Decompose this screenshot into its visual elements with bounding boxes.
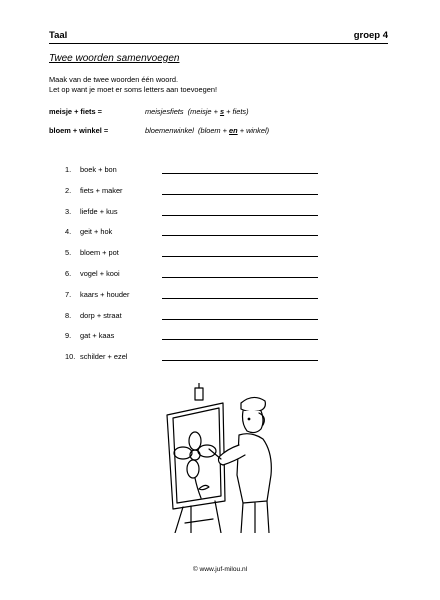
worksheet-title: Twee woorden samenvoegen [49,53,180,64]
exercise-words: gat + kaas [80,331,115,341]
header-divider [49,43,388,44]
exercise-number: 6. [65,269,72,278]
exercise-row [65,308,318,320]
example-pair: bloem + winkel = [49,126,109,135]
exercise-number: 7. [65,289,72,299]
example-compound: meisjesfiets [145,107,184,116]
exercise-words: liefde + kus [80,206,118,216]
exercise-words: vogel + kooi [80,269,120,278]
example-answer [145,126,269,135]
exercise-number: 3. [65,206,72,216]
instructions [49,75,217,95]
exercise-number: 8. [65,310,72,320]
exercise-row [65,328,318,340]
subject-label: Taal [49,30,68,41]
exercise-row [65,162,318,174]
exercise-row [65,349,318,361]
exercise-words: kaars + houder [80,289,130,299]
instruction-line: Maak van de twee woorden één woord. [49,75,179,84]
answer-line[interactable] [162,268,318,278]
exercise-words: geit + hok [80,227,113,237]
instruction-line: Let op want je moet er soms letters aan toevoegen! [49,85,218,94]
example-hint-extra: en [229,126,238,135]
exercise-row [65,183,318,195]
answer-line[interactable] [162,206,318,216]
example-row [49,107,249,116]
exercise-number: 9. [65,331,72,341]
exercise-row [65,287,318,299]
exercise-row [65,245,318,257]
answer-line[interactable] [162,247,318,257]
exercise-words: bloem + pot [80,248,119,258]
worksheet-header [49,30,388,41]
exercise-row [65,224,318,236]
example-answer [145,107,249,116]
example-hint-extra: s [219,107,225,116]
answer-line[interactable] [162,351,318,361]
exercise-words: schilder + ezel [80,352,128,362]
example-hint-start: (bloem + [198,126,230,135]
answer-line[interactable] [162,289,318,299]
answer-line[interactable] [162,164,318,174]
exercise-number: 2. [65,185,72,195]
example-hint-end: + fiets) [224,107,249,116]
example-compound: bloemenwinkel [145,126,194,135]
exercise-words: dorp + straat [80,310,122,320]
painter-at-easel-icon [155,383,285,533]
group-label: groep 4 [353,30,388,41]
exercise-row [65,204,318,216]
exercise-words: boek + bon [80,165,117,174]
exercise-number: 4. [65,227,72,237]
answer-line[interactable] [162,226,318,236]
answer-line[interactable] [162,185,318,195]
answer-line[interactable] [162,330,318,340]
example-hint-end: + winkel) [237,126,270,135]
copyright-footer: © www.juf-milou.nl [192,566,248,573]
exercise-number: 1. [65,165,72,174]
exercise-words: fiets + maker [80,185,123,195]
example-row [49,126,269,135]
example-pair: meisje + fiets = [49,107,102,116]
exercise-row [65,266,318,278]
exercise-number: 5. [65,248,72,258]
example-hint-start: (meisje + [187,107,220,116]
exercise-number: 10. [65,352,76,362]
answer-line[interactable] [162,310,318,320]
